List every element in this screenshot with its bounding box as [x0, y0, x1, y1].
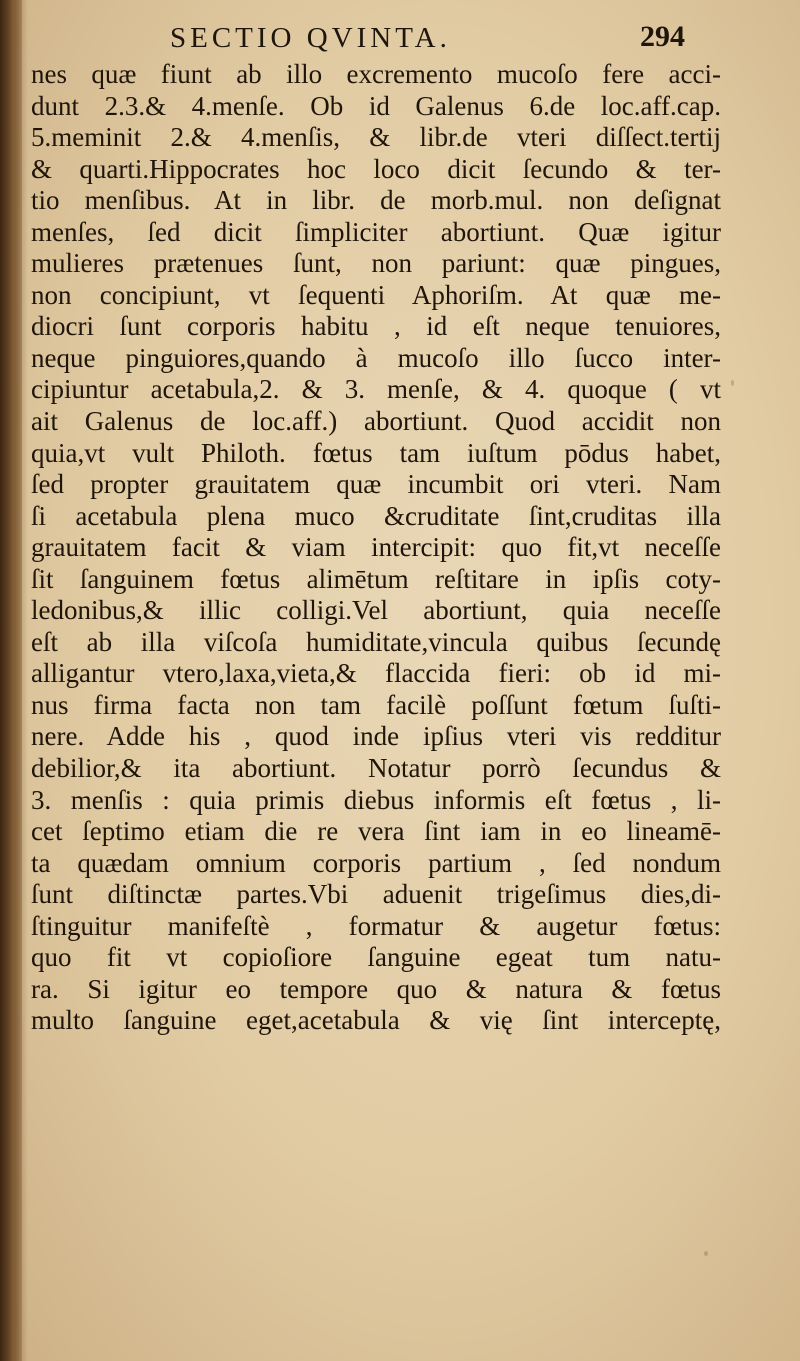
text-line: nus firma facta non tam facilè poſſunt fœtum ſuſti- [31, 689, 721, 720]
gutter-shadow [14, 0, 28, 1361]
running-head: SECTIO QVINTA. [170, 22, 451, 54]
text-line: non concipiunt, vt ſequenti Aphoriſm. At quæ me- [31, 279, 721, 310]
page-header [0, 18, 800, 60]
text-line: ait Galenus de loc.aff.) abortiunt. Quod accidit non [31, 406, 721, 437]
text-line: diocri ſunt corporis habitu , id eſt neque tenuiores, [31, 311, 721, 342]
text-line: multo ſanguine eget,acetabula & vię ſint interceptę, [31, 1005, 721, 1036]
text-line: ſed propter grauitatem quæ incumbit ori vteri. Nam [31, 469, 721, 500]
text-line: ra. Si igitur eo tempore quo & natura & fœtus [31, 973, 721, 1004]
text-line: ſit ſanguinem fœtus alimētum reſtitare in ipſis coty- [31, 563, 721, 594]
text-line: alligantur vtero,laxa,vieta,& flaccida fieri: ob id mi- [31, 658, 721, 689]
text-line: eſt ab illa viſcoſa humiditate,vincula quibus ſecundę [31, 626, 721, 657]
text-line: nere. Adde his , quod inde ipſius vteri vis redditur [31, 721, 721, 752]
text-line: & quarti.Hippocrates hoc loco dicit ſecundo & ter- [31, 153, 721, 184]
ink-speck [731, 380, 734, 386]
text-line: grauitatem facit & viam intercipit: quo fit,vt neceſſe [31, 532, 721, 563]
text-line: 3. menſis : quia primis diebus informis eſt fœtus , li- [31, 784, 721, 815]
text-line: ſtinguitur manifeſtè , formatur & augetur fœtus: [31, 910, 721, 941]
text-line: nes quæ fiunt ab illo excremento mucoſo fere acci- [31, 59, 721, 89]
text-line: ledonibus,& illic colligi.Vel abortiunt, quia neceſſe [31, 595, 721, 626]
text-line: debilior,& ita abortiunt. Notatur porrò ſecundus & [31, 753, 721, 784]
text-line: quia,vt vult Philoth. fœtus tam iuſtum pōdus habet, [31, 437, 721, 468]
ink-speck [704, 1251, 708, 1256]
text-line: dunt 2.3.& 4.menſe. Ob id Galenus 6.de loc.aff.cap. [31, 90, 721, 121]
text-line: ſunt diſtinctæ partes.Vbi aduenit trigeſimus dies,di- [31, 879, 721, 910]
page-number: 294 [640, 20, 685, 53]
text-line: neque pinguiores,quando à mucoſo illo ſucco inter- [31, 342, 721, 373]
text-line: cet ſeptimo etiam die re vera ſint iam in eo lineamē- [31, 816, 721, 847]
text-line: tio menſibus. At in libr. de morb.mul. non deſignat [31, 185, 721, 216]
body-text [31, 59, 721, 1037]
text-line: quo fit vt copioſiore ſanguine egeat tum natu- [31, 942, 721, 973]
text-line: ſi acetabula plena muco &cruditate ſint,cruditas illa [31, 500, 721, 531]
text-line: mulieres prætenues ſunt, non pariunt: quæ pingues, [31, 248, 721, 279]
text-line: cipiuntur acetabula,2. & 3. menſe, & 4. quoque ( vt [31, 374, 721, 405]
text-line: 5.meminit 2.& 4.menſis, & libr.de vteri diſſect.tertij [31, 122, 721, 153]
text-line: ta quædam omnium corporis partium , ſed nondum [31, 847, 721, 878]
text-line: menſes, ſed dicit ſimpliciter abortiunt. Quæ igitur [31, 216, 721, 247]
